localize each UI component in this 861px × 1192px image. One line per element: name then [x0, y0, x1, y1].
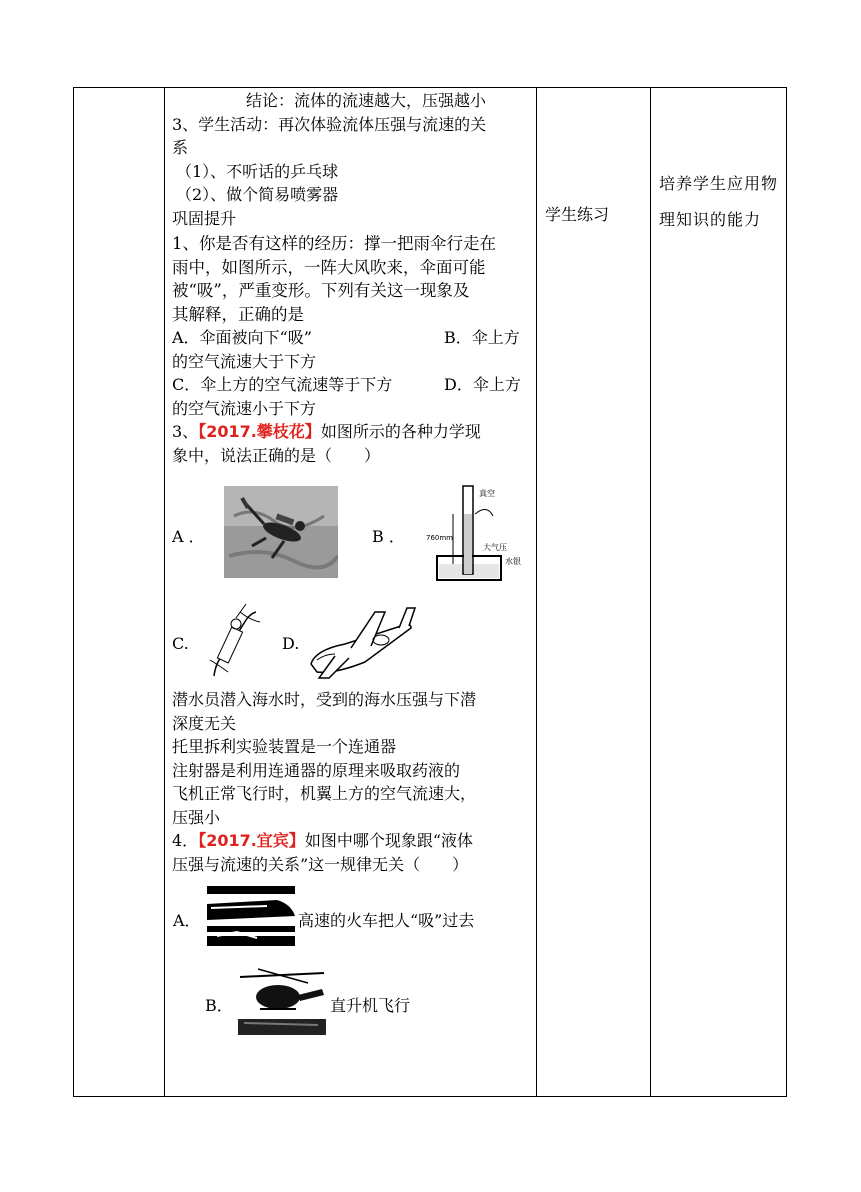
vacuum-label: 真空	[479, 489, 495, 498]
diver-photo	[224, 486, 338, 578]
conclusion-text: 结论：流体的流速越大，压强越小	[246, 91, 487, 110]
statement-line: 飞机正常飞行时，机翼上方的空气流速大，	[172, 784, 477, 803]
q4-source: 【2017.宜宾】	[198, 831, 305, 850]
statement-line: 压强小	[172, 807, 221, 827]
q1-option-d-cont: 的空气流速小于下方	[172, 398, 317, 418]
q4-option-b-text: 直升机飞行	[330, 996, 411, 1015]
q3-statements	[172, 688, 532, 876]
mercury-label: 水银	[505, 557, 521, 566]
train-photo	[207, 886, 295, 946]
q3-line: 象中，说法正确的是（ ）	[172, 445, 381, 465]
column-divider	[164, 87, 165, 1097]
q1-option-b-cont: 的空气流速大于下方	[172, 351, 317, 371]
q1-option-d: D．伞上方	[444, 375, 521, 394]
question-line: 其解释，正确的是	[172, 304, 304, 324]
q4-option-b-label: B．	[205, 996, 233, 1015]
mm-label: 760mm	[426, 534, 453, 542]
q1-options-row	[172, 373, 532, 397]
statement-line: 潜水员潜入海水时，受到的海水压强与下潜	[172, 690, 477, 709]
activity3-line: 系	[172, 138, 189, 157]
torricelli-diagram	[425, 484, 535, 584]
activity3-line: 3、学生活动：再次体验流体压强与流速的关	[172, 114, 487, 134]
column-divider	[650, 87, 651, 1097]
helicopter-photo	[238, 965, 326, 1035]
q4-option-a-label: A．	[173, 911, 201, 930]
activity-item: （1）、不听话的乒乓球	[176, 161, 339, 181]
q3-source: 【2017.攀枝花】	[198, 422, 321, 441]
q1-option-b: B．伞上方	[444, 328, 520, 347]
column-divider	[536, 87, 537, 1097]
question-line: 雨中，如图所示，一阵大风吹来，伞面可能	[172, 257, 486, 277]
design-purpose-cell: 培养学生应用物理知识的能力	[659, 174, 779, 229]
q4-option-a-text: 高速的火车把人“吸”过去	[298, 911, 475, 930]
q3-line: 3、【2017.攀枝花】如图所示的各种力学现	[172, 422, 481, 441]
q1-options-row	[172, 326, 532, 350]
airplane-drawing	[305, 602, 427, 684]
q1-option-c: C．伞上方的空气流速等于下方	[172, 375, 393, 394]
syringe-drawing	[206, 600, 270, 682]
statement-line: 托里拆利实验装置是一个连通器	[172, 737, 397, 756]
option-a-label: A ．	[172, 527, 205, 546]
statement-line: 注射器是利用连通器的原理来吸取药液的	[172, 760, 461, 780]
option-d-label: D.	[282, 634, 300, 653]
atm-label: 大气压	[483, 543, 507, 552]
q4-line: 4．【2017.宜宾】如图中哪个现象跟“液体	[172, 831, 473, 850]
content-column	[172, 89, 532, 467]
statement-line: 深度无关	[172, 713, 237, 733]
question-line: 被“吸”，严重变形。下列有关这一现象及	[172, 281, 470, 300]
option-b-label: B ．	[372, 527, 405, 546]
section-heading: 巩固提升	[172, 208, 237, 228]
q4-line: 压强与流速的关系”这一规律无关（ ）	[172, 854, 469, 874]
option-c-label: C.	[172, 634, 189, 653]
student-activity-cell: 学生练习	[545, 205, 610, 224]
q1-option-a: A．伞面被向下“吸”	[172, 328, 312, 347]
activity-item: （2）、做个简易喷雾器	[176, 185, 339, 204]
question-line: 1、你是否有这样的经历：撑一把雨伞行走在	[172, 234, 496, 253]
